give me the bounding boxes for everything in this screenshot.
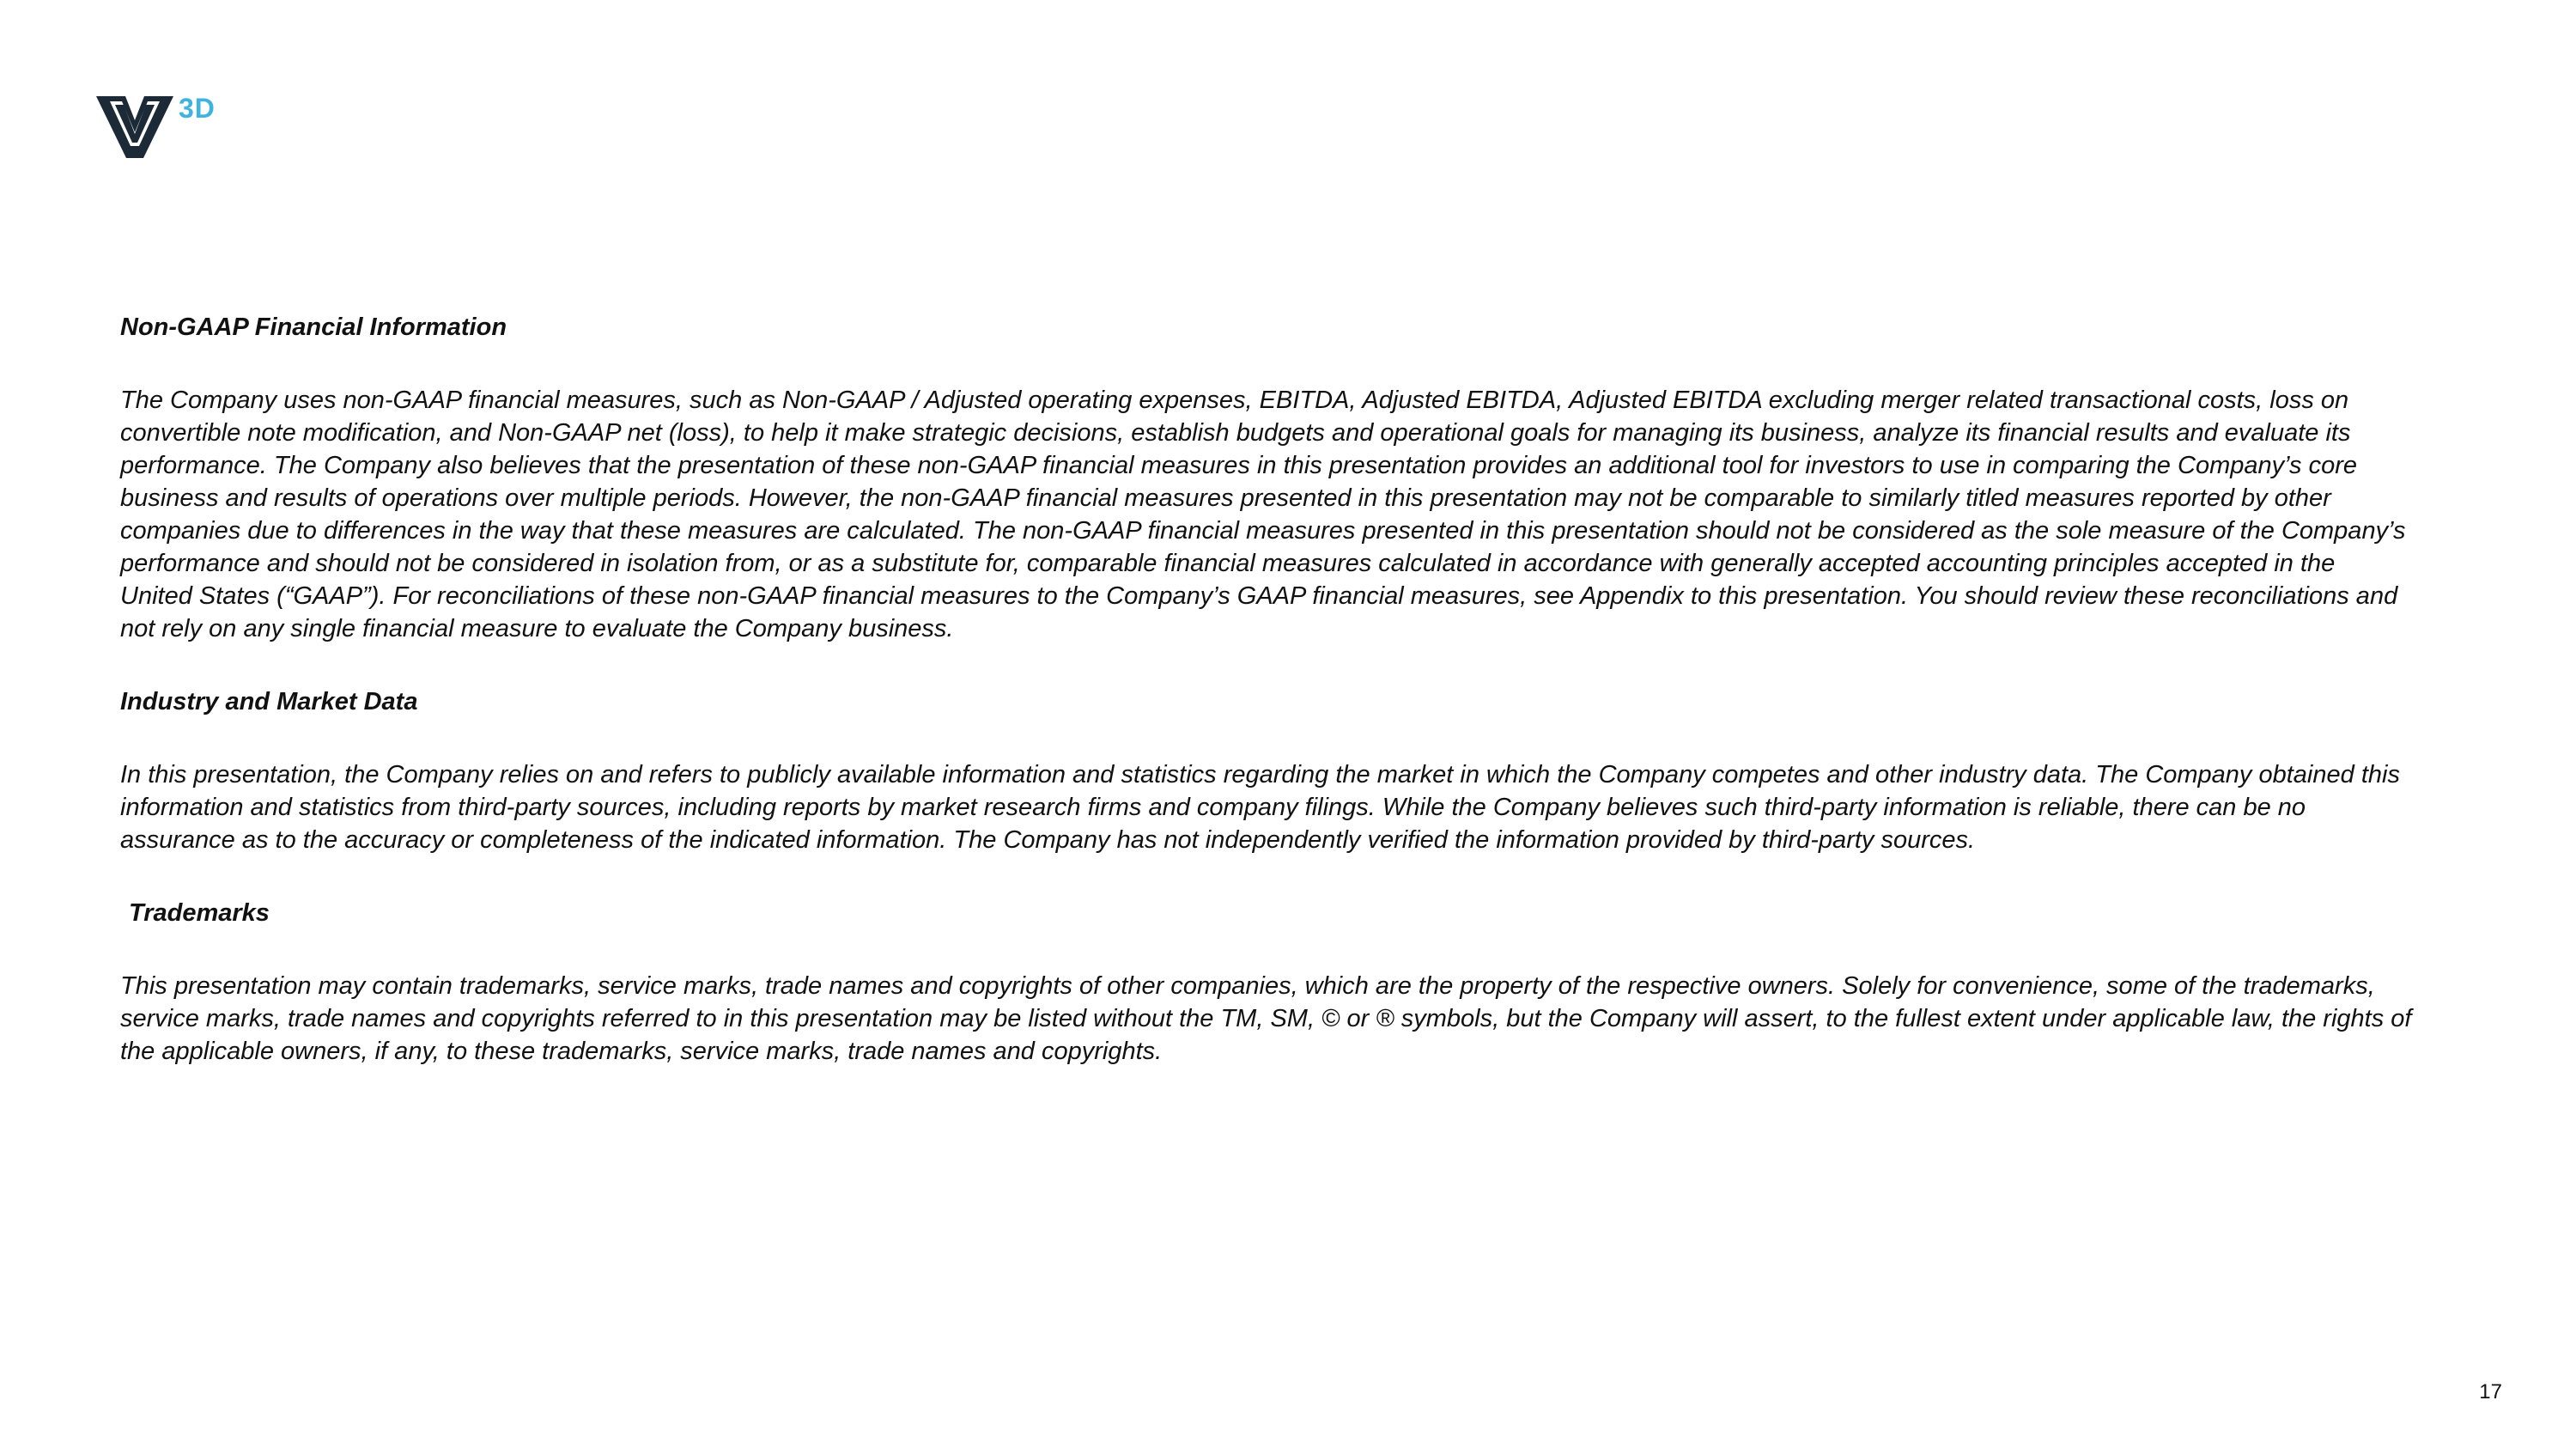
section-heading-industry-market-data: Industry and Market Data: [120, 688, 418, 715]
page-number: 17: [2479, 1380, 2502, 1403]
logo-text: 3D: [179, 93, 216, 124]
section-heading-non-gaap: Non-GAAP Financial Information: [120, 314, 507, 341]
velo3d-logo-mark-icon: [96, 96, 173, 158]
section-body-industry-market-data: In this presentation, the Company relies on and refers to publicly available information and statistics regarding the market in which the Company competes and other industry data. The Company obtained this information and statistics from third-party sources, including reports by market research firms and company filings. While the Company believes such third-party information is reliable, there can be no assurance as to the accuracy or completeness of the indicated information. The Company has not independently verified the information provided by third-party sources.: [120, 761, 2400, 854]
section-body-non-gaap: The Company uses non-GAAP financial measures, such as Non-GAAP / Adjusted operating expenses, EBITDA, Adjusted EBITDA, Adjusted EBITDA excluding merger related transactional costs, loss on convertible note modification, and Non-GAAP net (loss), to help it make strategic decisions, establish budgets and operational goals for managing its business, analyze its financial results and evaluate its performance. The Company also believes that the presentation of these non-GAAP financial measures in this presentation provides an additional tool for investors to use in comparing the Company’s core business and results of operations over multiple periods. However, the non-GAAP financial measures presented in this presentation may not be comparable to similarly titled measures reported by other companies due to differences in the way that these measures are calculated. The non-GAAP financial measures presented in this presentation should not be considered as the sole measure of the Company’s performance and should not be considered in isolation from, or as a substitute for, comparable financial measures calculated in accordance with generally accepted accounting principles accepted in the United States (“GAAP”). For reconciliations of these non-GAAP financial measures to the Company’s GAAP financial measures, see Appendix to this presentation. You should review these reconciliations and not rely on any single financial measure to evaluate the Company business.: [120, 387, 2406, 642]
section-heading-trademarks: Trademarks: [129, 899, 270, 927]
disclaimer-content: [120, 311, 2413, 1108]
section-body-trademarks: This presentation may contain trademarks, service marks, trade names and copyrights of other companies, which are the property of the respective owners. Solely for convenience, some of the trademarks, service marks, trade names and copyrights referred to in this presentation may be listed without the TM, SM, © or ® symbols, but the Company will assert, to the fullest extent under applicable law, the rights of the applicable owners, if any, to these trademarks, service marks, trade names and copyrights.: [120, 972, 2412, 1065]
